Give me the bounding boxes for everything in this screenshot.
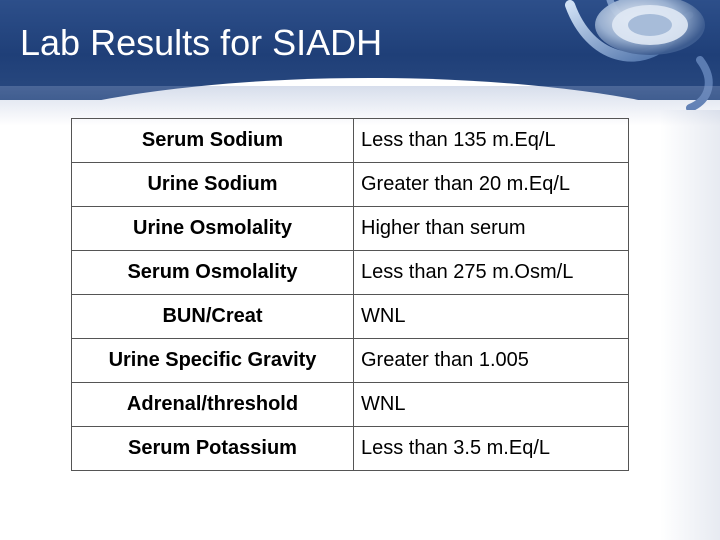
row-value: WNL — [354, 295, 629, 339]
table-row — [72, 119, 629, 163]
row-label: Urine Osmolality — [72, 207, 354, 251]
row-label: Serum Osmolality — [72, 251, 354, 295]
table-row — [72, 251, 629, 295]
table-row — [72, 427, 629, 471]
row-value: Greater than 20 m.Eq/L — [354, 163, 629, 207]
table-row — [72, 383, 629, 427]
table-row — [72, 339, 629, 383]
row-label: BUN/Creat — [72, 295, 354, 339]
row-value: Less than 135 m.Eq/L — [354, 119, 629, 163]
row-value: Higher than serum — [354, 207, 629, 251]
table-row — [72, 163, 629, 207]
row-label: Urine Specific Gravity — [72, 339, 354, 383]
side-shade — [660, 110, 720, 540]
row-label: Serum Potassium — [72, 427, 354, 471]
row-label: Adrenal/threshold — [72, 383, 354, 427]
row-label: Urine Sodium — [72, 163, 354, 207]
row-label: Serum Sodium — [72, 119, 354, 163]
row-value: Less than 3.5 m.Eq/L — [354, 427, 629, 471]
row-value: Less than 275 m.Osm/L — [354, 251, 629, 295]
table-row — [72, 207, 629, 251]
table-row — [72, 295, 629, 339]
row-value: Greater than 1.005 — [354, 339, 629, 383]
lab-results-table — [71, 118, 629, 471]
row-value: WNL — [354, 383, 629, 427]
slide-title: Lab Results for SIADH — [20, 22, 383, 63]
